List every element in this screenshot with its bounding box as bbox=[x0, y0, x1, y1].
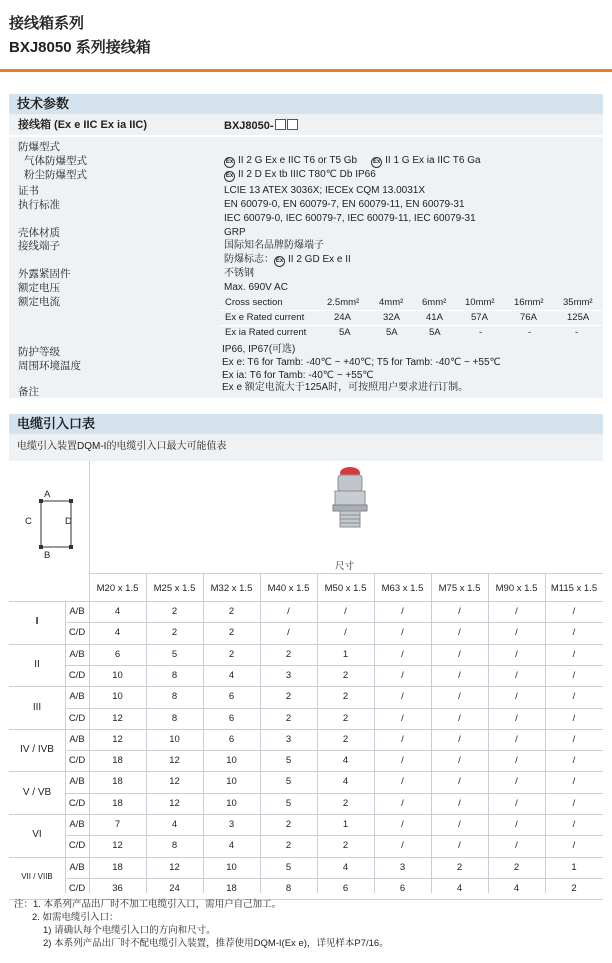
box-size-label: I bbox=[35, 616, 39, 628]
entry-count: 5 bbox=[285, 861, 292, 873]
size-label: 尺寸 bbox=[335, 561, 355, 572]
cs-cell: 32A bbox=[383, 312, 400, 323]
entry-count: 4 bbox=[342, 776, 349, 788]
entry-count: 4 bbox=[228, 840, 235, 852]
temp-value-1: Ex e: T6 for Tamb: -40℃ ~ +40℃; T5 for Tamb: -40℃ ~ +55℃ bbox=[222, 357, 501, 368]
face-label: C/D bbox=[68, 755, 86, 767]
grid-line bbox=[89, 573, 603, 574]
note-line-3: 1) 请确认每个电缆引入口的方向和尺寸。 bbox=[43, 925, 216, 936]
cs-cell: 35mm² bbox=[563, 297, 593, 308]
ex-mark-icon: Ex bbox=[371, 157, 382, 168]
cs-cell: 57A bbox=[471, 312, 488, 323]
entry-count: / bbox=[572, 627, 576, 639]
entry-count: 18 bbox=[112, 755, 123, 767]
entry-count: / bbox=[572, 606, 576, 617]
column-header: M50 x 1.5 bbox=[324, 583, 367, 594]
entry-count: 1 bbox=[571, 861, 577, 873]
grid-line bbox=[65, 708, 603, 709]
entry-count: / bbox=[458, 669, 461, 681]
entry-count: 4 bbox=[114, 627, 121, 639]
terminal-mark-value: II 2 GD Ex e II bbox=[288, 254, 351, 265]
entry-count: / bbox=[458, 840, 461, 852]
terminal-mark-label: 防爆标志： bbox=[224, 254, 274, 265]
shell-label: 壳体材质 bbox=[18, 227, 60, 239]
fastener-label: 外露紧固件 bbox=[18, 268, 71, 280]
column-header: M90 x 1.5 bbox=[495, 583, 538, 594]
entry-count: 2 bbox=[342, 797, 349, 809]
dust-value-text: II 2 D Ex tb IIIC T80℃ Db IP66 bbox=[238, 169, 376, 180]
entry-count: / bbox=[458, 691, 461, 703]
column-header: M75 x 1.5 bbox=[438, 583, 481, 594]
fastener-value: 不锈钢 bbox=[224, 268, 254, 279]
box-size-label: II bbox=[34, 658, 40, 670]
divider bbox=[9, 135, 603, 137]
face-label: A/B bbox=[69, 648, 85, 660]
ip-value: IP66, IP67(可选) bbox=[222, 344, 296, 355]
entry-count: 10 bbox=[226, 861, 237, 873]
entry-count: 2 bbox=[285, 648, 292, 660]
entry-count: 4 bbox=[513, 882, 520, 894]
note-line-1: 注：1. 本系列产品出厂时不加工电缆引入口，需用户自己加工。 bbox=[14, 899, 282, 910]
entry-count: / bbox=[572, 840, 576, 852]
note-line-2: 2. 如需电缆引入口： bbox=[32, 912, 119, 923]
ex-mark-icon: Ex bbox=[274, 256, 285, 267]
grid-line bbox=[9, 771, 603, 772]
entry-count: 7 bbox=[114, 819, 121, 830]
face-label: C/D bbox=[68, 669, 86, 681]
cable-section-title: 电缆引入口表 bbox=[9, 414, 603, 434]
cs-cell: - bbox=[479, 327, 483, 338]
entry-count: / bbox=[515, 691, 518, 703]
cs-cell: 76A bbox=[520, 312, 537, 323]
entry-count: / bbox=[401, 819, 404, 830]
cs-cell: 24A bbox=[334, 312, 351, 323]
entry-count: 2 bbox=[342, 712, 349, 724]
entry-count: / bbox=[401, 627, 404, 639]
entry-count: 10 bbox=[226, 755, 237, 767]
grid-line bbox=[65, 750, 603, 751]
entry-count: 3 bbox=[228, 819, 235, 830]
entry-count: / bbox=[344, 606, 347, 617]
entry-count: / bbox=[401, 648, 404, 660]
entry-count: / bbox=[344, 627, 347, 639]
face-label: A/B bbox=[69, 776, 85, 788]
std-value-2: IEC 60079-0, IEC 60079-7, IEC 60079-11, IEC 60079-31 bbox=[224, 213, 476, 224]
cs-cell: 4mm² bbox=[379, 297, 404, 308]
entry-count: / bbox=[572, 776, 576, 788]
ex-type-label: 防爆型式 bbox=[18, 141, 60, 153]
entry-count: / bbox=[401, 691, 404, 703]
gas-value-a: II 2 G Ex e IIC T6 or T5 Gb bbox=[238, 155, 358, 166]
entry-count: / bbox=[287, 606, 290, 617]
entry-count: 2 bbox=[285, 819, 292, 830]
face-label-a: A bbox=[44, 489, 51, 500]
grid-line bbox=[65, 793, 603, 794]
placeholder-box-icon bbox=[287, 119, 298, 130]
face-label: C/D bbox=[68, 840, 86, 852]
entry-count: / bbox=[572, 648, 576, 660]
entry-count: 18 bbox=[112, 797, 123, 809]
grid-line bbox=[65, 622, 603, 623]
entry-count: / bbox=[458, 648, 461, 660]
box-size-label: IV / IVB bbox=[20, 744, 54, 756]
entry-count: / bbox=[401, 776, 404, 788]
entry-count: / bbox=[515, 712, 518, 724]
dust-value bbox=[224, 169, 376, 182]
dust-label: 粉尘防爆型式 bbox=[24, 169, 87, 181]
entry-count: 2 bbox=[571, 882, 577, 894]
entry-count: 5 bbox=[285, 797, 292, 809]
entry-count: 4 bbox=[228, 669, 235, 681]
cert-label: 证书 bbox=[18, 185, 39, 197]
entry-count: 36 bbox=[112, 882, 123, 894]
entry-count: / bbox=[401, 797, 404, 809]
entry-count: / bbox=[458, 606, 461, 617]
entry-count: 2 bbox=[513, 861, 520, 873]
entry-count: 2 bbox=[228, 627, 235, 639]
entry-count: 6 bbox=[114, 648, 121, 660]
grid-line bbox=[9, 686, 603, 687]
gas-value bbox=[224, 155, 481, 168]
entry-count: 2 bbox=[342, 691, 349, 703]
entry-count: 10 bbox=[226, 797, 237, 809]
terminal-label: 接线端子 bbox=[18, 240, 60, 252]
grid-line bbox=[65, 878, 603, 879]
ip-label: 防护等级 bbox=[18, 346, 60, 358]
entry-count: 2 bbox=[171, 606, 178, 617]
gas-label: 气体防爆型式 bbox=[24, 155, 87, 167]
remark-label: 备注 bbox=[18, 386, 39, 398]
cs-cell: 5A bbox=[429, 327, 441, 338]
current-label: 额定电流 bbox=[18, 296, 60, 308]
entry-count: 2 bbox=[171, 627, 178, 639]
entry-count: / bbox=[401, 840, 404, 852]
entry-count: 12 bbox=[169, 755, 180, 767]
cs-cell: Ex ia Rated current bbox=[225, 327, 307, 338]
entry-count: / bbox=[515, 733, 518, 745]
face-label-c: C bbox=[25, 516, 32, 527]
grid-line bbox=[9, 644, 603, 645]
entry-count: / bbox=[458, 776, 461, 788]
cs-row-ex-e bbox=[219, 311, 603, 325]
entry-count: 12 bbox=[169, 797, 180, 809]
entry-count: 4 bbox=[456, 882, 463, 894]
entry-count: / bbox=[515, 797, 518, 809]
face-label: A/B bbox=[69, 819, 85, 830]
grid-line bbox=[65, 665, 603, 666]
cs-cell: 6mm² bbox=[422, 297, 447, 308]
entry-count: / bbox=[572, 755, 576, 767]
entry-count: / bbox=[515, 669, 518, 681]
entry-count: / bbox=[572, 733, 576, 745]
column-header: M20 x 1.5 bbox=[96, 583, 139, 594]
entry-count: / bbox=[458, 627, 461, 639]
entry-count: / bbox=[572, 712, 576, 724]
entry-count: 24 bbox=[169, 882, 180, 894]
entry-count: 12 bbox=[112, 712, 123, 724]
placeholder-box-icon bbox=[275, 119, 286, 130]
cable-gland-image bbox=[320, 463, 380, 543]
entry-count: 10 bbox=[112, 669, 123, 681]
voltage-label: 额定电压 bbox=[18, 282, 60, 294]
entry-count: 2 bbox=[285, 691, 292, 703]
entry-count: 18 bbox=[226, 882, 237, 894]
std-label: 执行标准 bbox=[18, 199, 60, 211]
column-header: M32 x 1.5 bbox=[210, 583, 253, 594]
entry-count: / bbox=[458, 819, 461, 830]
entry-count: / bbox=[572, 797, 576, 809]
ex-mark-icon: Ex bbox=[224, 171, 235, 182]
cs-row-section bbox=[219, 296, 603, 310]
entry-count: 10 bbox=[226, 776, 237, 788]
entry-count: 4 bbox=[171, 819, 178, 830]
entry-count: 18 bbox=[112, 861, 123, 873]
entry-count: / bbox=[458, 797, 461, 809]
entry-count: / bbox=[401, 606, 404, 617]
column-header: M25 x 1.5 bbox=[153, 583, 196, 594]
entry-count: / bbox=[572, 819, 576, 830]
model-value bbox=[224, 119, 298, 133]
entry-count: 4 bbox=[342, 755, 349, 767]
grid-line bbox=[9, 814, 603, 815]
column-header: M40 x 1.5 bbox=[267, 583, 310, 594]
entry-count: / bbox=[401, 755, 404, 767]
entry-count: 8 bbox=[171, 840, 178, 852]
shell-value: GRP bbox=[224, 227, 246, 238]
remark-value: Ex e 额定电流大于125A时，可按照用户要求进行订制。 bbox=[222, 382, 469, 393]
model-value-text: BXJ8050- bbox=[224, 120, 274, 132]
entry-count: 2 bbox=[228, 606, 235, 617]
std-value-1: EN 60079-0, EN 60079-7, EN 60079-11, EN 60079-31 bbox=[224, 199, 465, 210]
column-header: M115 x 1.5 bbox=[550, 583, 598, 594]
grid-line bbox=[65, 835, 603, 836]
cs-cell: 125A bbox=[567, 312, 590, 323]
entry-count: 2 bbox=[228, 648, 235, 660]
entry-count: 18 bbox=[112, 776, 123, 788]
entry-count: 4 bbox=[342, 861, 349, 873]
entry-count: 1 bbox=[342, 648, 349, 660]
face-label: A/B bbox=[69, 691, 85, 703]
entry-count: 2 bbox=[285, 840, 292, 852]
face-label-d: D bbox=[65, 516, 72, 527]
cs-cell: 41A bbox=[426, 312, 443, 323]
entry-count: / bbox=[572, 691, 576, 703]
entry-count: 6 bbox=[228, 712, 235, 724]
grid-line bbox=[9, 601, 603, 602]
entry-count: / bbox=[401, 669, 404, 681]
entry-count: 5 bbox=[285, 776, 292, 788]
entry-count: 6 bbox=[228, 691, 235, 703]
entry-count: 10 bbox=[169, 733, 180, 745]
entry-count: 8 bbox=[171, 712, 178, 724]
entry-count: 6 bbox=[399, 882, 406, 894]
face-label: A/B bbox=[69, 861, 85, 873]
column-header: M63 x 1.5 bbox=[381, 583, 424, 594]
entry-count: 6 bbox=[228, 733, 235, 745]
series-title: 接线箱系列 bbox=[9, 15, 85, 32]
entry-count: / bbox=[458, 712, 461, 724]
entry-count: 12 bbox=[112, 840, 123, 852]
cs-cell: Cross section bbox=[225, 297, 283, 308]
entry-count: / bbox=[515, 755, 518, 767]
cs-cell: 10mm² bbox=[465, 297, 495, 308]
entry-count: / bbox=[401, 733, 404, 745]
cs-cell: - bbox=[575, 327, 579, 338]
terminal-value: 国际知名品牌防爆端子 bbox=[224, 240, 324, 251]
page-title: BXJ8050 系列接线箱 bbox=[9, 39, 151, 56]
cs-cell: 5A bbox=[339, 327, 351, 338]
entry-count: 12 bbox=[169, 776, 180, 788]
face-label: A/B bbox=[69, 733, 85, 745]
cs-cell: 5A bbox=[386, 327, 398, 338]
face-label: C/D bbox=[68, 797, 86, 809]
cs-cell: 2.5mm² bbox=[327, 297, 360, 308]
note-line-4: 2) 本系列产品出厂时不配电缆引入装置，推荐使用DQM-I(Ex e)，详见样本P7/16。 bbox=[43, 938, 389, 949]
grid-line bbox=[9, 857, 603, 858]
entry-count: / bbox=[572, 669, 576, 681]
box-size-label: VI bbox=[32, 829, 42, 841]
box-size-label: III bbox=[32, 701, 42, 713]
cert-value: LCIE 13 ATEX 3036X; IECEx CQM 13.0031X bbox=[224, 185, 426, 196]
entry-count: 6 bbox=[342, 882, 349, 894]
cable-section-header bbox=[9, 414, 603, 461]
entry-count: 12 bbox=[112, 733, 123, 745]
terminal-mark bbox=[224, 254, 351, 267]
face-label: A/B bbox=[69, 606, 85, 617]
entry-count: / bbox=[515, 840, 518, 852]
entry-count: 10 bbox=[112, 691, 123, 703]
entry-count: / bbox=[287, 627, 290, 639]
entry-count: 2 bbox=[342, 840, 349, 852]
gas-value-b: II 1 G Ex ia IIC T6 Ga bbox=[385, 155, 481, 166]
entry-count: / bbox=[515, 606, 518, 617]
box-size-label: VII / VIIB bbox=[21, 871, 53, 881]
entry-count: 5 bbox=[285, 755, 292, 767]
entry-count: 2 bbox=[342, 669, 349, 681]
grid-line bbox=[9, 729, 603, 730]
entry-count: 8 bbox=[171, 691, 178, 703]
face-label: C/D bbox=[68, 627, 86, 639]
entry-count: 2 bbox=[456, 861, 463, 873]
entry-count: 8 bbox=[285, 882, 292, 894]
entry-count: / bbox=[458, 733, 461, 745]
accent-divider bbox=[0, 69, 612, 72]
entry-count: / bbox=[515, 648, 518, 660]
entry-count: 3 bbox=[285, 669, 292, 681]
entry-count: / bbox=[515, 819, 518, 830]
tech-section-title: 技术参数 bbox=[9, 94, 603, 114]
voltage-value: Max. 690V AC bbox=[224, 282, 288, 293]
cs-cell: - bbox=[528, 327, 532, 338]
face-label-b: B bbox=[44, 550, 51, 561]
entry-count: 3 bbox=[285, 733, 292, 745]
face-label: C/D bbox=[68, 712, 86, 724]
entry-count: / bbox=[458, 755, 461, 767]
cs-row-ex-ia bbox=[219, 326, 603, 340]
temp-label: 周围环境温度 bbox=[18, 360, 81, 372]
ex-mark-icon: Ex bbox=[224, 157, 235, 168]
entry-count: 2 bbox=[285, 712, 292, 724]
cable-table bbox=[9, 461, 603, 893]
entry-count: 8 bbox=[171, 669, 178, 681]
entry-count: 5 bbox=[171, 648, 178, 660]
cs-cell: Ex e Rated current bbox=[225, 312, 305, 323]
entry-count: 12 bbox=[169, 861, 180, 873]
entry-count: / bbox=[401, 712, 404, 724]
entry-count: / bbox=[515, 776, 518, 788]
entry-count: 4 bbox=[114, 606, 121, 617]
box-size-label: V / VB bbox=[22, 786, 52, 798]
cable-subtitle: 电缆引入装置DQM-I的电缆引入口最大可能值表 bbox=[17, 441, 227, 452]
temp-value-2: Ex ia: T6 for Tamb: -40℃ ~ +55℃ bbox=[222, 370, 374, 381]
entry-count: 2 bbox=[342, 733, 349, 745]
model-label: 接线箱 (Ex e IIC Ex ia IIC) bbox=[18, 119, 147, 131]
entry-count: 3 bbox=[399, 861, 406, 873]
face-label: C/D bbox=[68, 882, 86, 894]
cs-cell: 16mm² bbox=[514, 297, 544, 308]
entry-count: / bbox=[515, 627, 518, 639]
entry-count: 1 bbox=[342, 819, 349, 830]
